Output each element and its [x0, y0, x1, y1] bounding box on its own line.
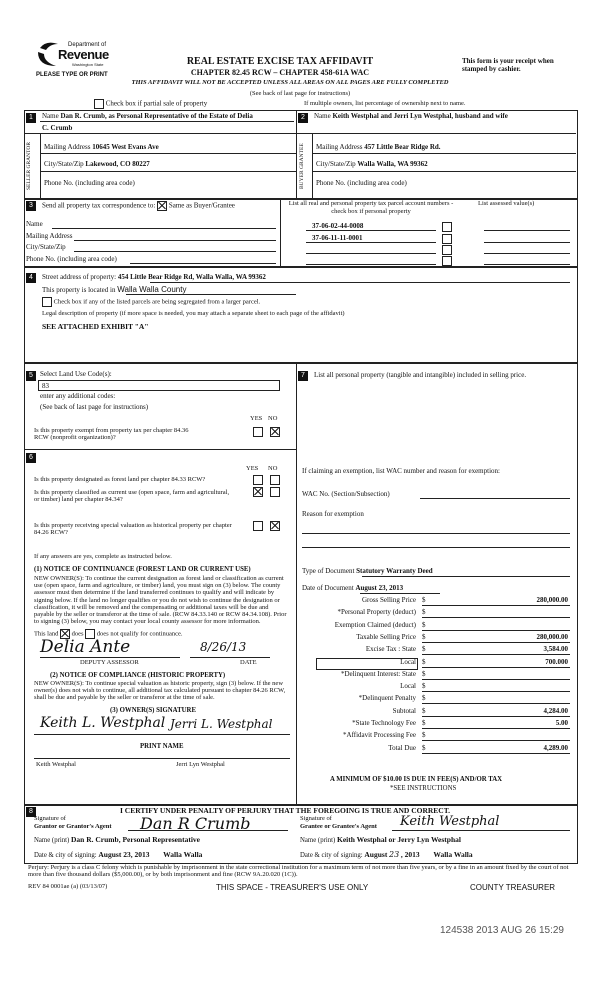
fee-currency: $: [422, 731, 426, 740]
seller-address-row: [44, 143, 159, 151]
forest-land-question: Is this property designated as forest land per chapter 84.33 RCW?: [34, 476, 206, 483]
street-address: 454 Little Bear Ridge Rd, Walla Walla, WA 99362: [117, 273, 266, 281]
fee-currency: $: [422, 743, 426, 752]
rule: [422, 667, 570, 668]
form-revision: REV 84 0001ae (a) (03/13/07): [28, 883, 108, 890]
s6-no-label: NO: [268, 465, 278, 472]
continuance-text: NEW OWNER(S): To continue the current designation as forest land or classification as current use (open space, farm and agriculture, or timber) land, you must sign on (3) below. The county assessor must then determine if the land transferred continues to qualify and will indicate by signing below. If the land no longer qualifies or you do not wish to continue the designation or classification, it will be removed and the compensating or additional taxes will be due and payable by the seller or transferor at the time of sale. (RCW 84.33.140 or RCW 84.34.108). Prior to signing (3) below, you may contact your local county assessor for more information.: [34, 575, 287, 626]
if-yes-note: If any answers are yes, complete as instructed below.: [34, 553, 172, 560]
seller-phone-label: Phone No. (including area code): [44, 179, 135, 187]
grantor-sig-label-1: Signature of: [34, 815, 66, 822]
parcel-2: 37-06-11-11-0001: [312, 234, 363, 242]
section-2-number: 2: [298, 112, 308, 123]
rule: [128, 830, 288, 831]
segregated-row: [42, 297, 260, 307]
fee-label: Exemption Claimed (deduct): [334, 620, 416, 629]
rule: [360, 593, 440, 594]
multiple-owners-note: If multiple owners, list percentage of ownership next to name.: [304, 100, 466, 107]
grantor-date-row: [34, 850, 202, 859]
section-8-number: 8: [26, 806, 36, 817]
doc-date: August 23, 2013: [355, 584, 404, 592]
fee-label: *Personal Property (deduct): [337, 608, 416, 617]
divider: [296, 110, 297, 198]
rule: [74, 240, 276, 241]
s3-city-label: City/State/Zip: [26, 243, 66, 251]
s3-name-label: Name: [26, 220, 43, 228]
rule: [422, 617, 570, 618]
fee-value[interactable]: 5.00: [555, 719, 568, 727]
divider: [40, 133, 41, 198]
grantee-sig-label: [300, 815, 377, 830]
buyer-address-row: [316, 143, 441, 151]
does-label: does: [71, 630, 84, 638]
grantee-city: Walla Walla: [433, 850, 473, 859]
rule: [422, 740, 570, 741]
buyer-city: Walla Walla, WA 99362: [357, 160, 428, 168]
please-type: PLEASE TYPE OR PRINT: [36, 72, 108, 78]
land-use-label: Select Land Use Code(s):: [40, 370, 112, 378]
s5-see-back: (See back of last page for instructions): [40, 403, 149, 411]
grantee-date-label: Date & city of signing:: [300, 852, 363, 859]
same-as-buyer-checkbox[interactable]: [157, 201, 167, 211]
grantor-name-label: Name (print): [34, 837, 70, 844]
current-use-no-checkbox[interactable]: [270, 487, 280, 497]
fee-label: Total Due: [388, 743, 416, 752]
rule: [422, 654, 570, 655]
certify-statement: I CERTIFY UNDER PENALTY OF PERJURY THAT THE FOREGOING IS TRUE AND CORRECT.: [120, 806, 451, 815]
same-as-buyer-label: Same as Buyer/Grantee: [168, 201, 235, 210]
rule: [362, 576, 570, 577]
print-name-2: Jerri Lyn Westphal: [176, 761, 225, 768]
section-4-number: 4: [26, 272, 36, 283]
rule: [306, 242, 436, 243]
buyer-city-row: [316, 160, 428, 168]
buyer-address-label: Mailing Address: [316, 143, 363, 151]
rule: [40, 121, 294, 122]
fee-currency: $: [422, 596, 426, 604]
fee-value[interactable]: 280,000.00: [536, 596, 568, 604]
land-use-value: 83: [42, 382, 49, 390]
form-warning: THIS AFFIDAVIT WILL NOT BE ACCEPTED UNLESS ALL AREAS ON ALL PAGES ARE FULLY COMPLETED: [131, 79, 449, 86]
does-not-label: does not qualify for continuance.: [96, 630, 183, 638]
minimum-due-note: A MINIMUM OF $10.00 IS DUE IN FEE(S) AND/OR TAX: [330, 776, 503, 783]
fee-label: Local: [400, 682, 416, 691]
seller-city-row: [44, 160, 150, 168]
rule: [302, 547, 570, 548]
assessor-date: 8/26/13: [200, 640, 247, 654]
grantee-name-label: Name (print): [300, 837, 336, 844]
fee-value[interactable]: 700.000: [545, 657, 568, 666]
segregated-label: Check box if any of the listed parcels are being segregated from a larger parcel.: [53, 298, 261, 306]
rule: [484, 230, 570, 231]
see-instructions-note: *SEE INSTRUCTIONS: [390, 785, 457, 792]
historic-yes-checkbox[interactable]: [253, 521, 263, 531]
s6-yes-label: YES: [246, 465, 259, 472]
receipt-stamp: 124538 2013 AUG 26 15:29: [440, 925, 564, 936]
historic-text: NEW OWNER(S): To continue special valuation as historic property, sign (3) below. If the new owner(s) does not wish to continue, all additional tax calculated pursuant to chapter 84.26 RCW, shall be due and payable by the seller or transferor at the time of sale.: [34, 680, 286, 702]
doc-type-row: [302, 567, 433, 575]
exempt-yes-checkbox[interactable]: [253, 427, 263, 437]
rule: [484, 242, 570, 243]
rule: [296, 133, 576, 134]
grantee-date-year: , 2013: [400, 850, 420, 859]
s5-no-label: NO: [268, 415, 278, 422]
seller-city: Lakewood, CO 80227: [85, 160, 150, 168]
rule: [302, 533, 570, 534]
buyer-side-label: BUYER GRANTEE: [299, 143, 305, 189]
grantor-city: Walla Walla: [163, 850, 203, 859]
fee-currency: $: [422, 645, 426, 654]
grantee-name-row: [300, 835, 461, 844]
print-name-1: Keith Westphal: [36, 761, 76, 768]
grantor-name: Dan R. Crumb, Personal Representative: [71, 835, 201, 844]
s3-phone-label: Phone No. (including area code): [26, 255, 117, 263]
fee-label: Subtotal: [392, 706, 416, 715]
section-6-number: 6: [26, 452, 36, 463]
rule: [422, 753, 570, 754]
rule: [422, 728, 570, 729]
doc-type-label: Type of Document: [302, 567, 355, 575]
buyer-name: Keith Westphal and Jerri Lyn Westphal, husband and wife: [332, 112, 508, 120]
seller-name: Dan R. Crumb, as Personal Representative of the Estate of Delia: [60, 112, 253, 120]
seller-name-label: Name: [42, 112, 59, 120]
fee-currency: $: [422, 706, 426, 715]
receipt-note: This form is your receipt when stamped by cashier.: [462, 57, 554, 73]
personal-property-checkbox[interactable]: [442, 256, 452, 266]
doc-date-row: [302, 584, 403, 592]
historic-question: Is this property receiving special valuation as historical property per chapter 84.26 RCW?: [34, 522, 232, 537]
fee-label: Excise Tax : State: [365, 645, 416, 654]
current-use-question: Is this property classified as current use (open space, farm and agricultural, or timber) land per chapter 84.34?: [34, 489, 230, 504]
deputy-assessor-label: DEPUTY ASSESSOR: [80, 659, 139, 666]
fee-value[interactable]: 4,284.00: [543, 706, 568, 715]
partial-sale-label: Check box if partial sale of property: [105, 99, 208, 108]
personal-property-checkbox[interactable]: [442, 245, 452, 255]
buyer-city-label: City/State/Zip: [316, 160, 356, 168]
see-back-note: (See back of last page for instructions): [249, 90, 351, 97]
doc-type: Statutory Warranty Deed: [356, 567, 433, 575]
dept-top: Department of: [68, 42, 107, 48]
section-3-number: 3: [26, 200, 36, 211]
fee-label: *Delinquent Penalty: [358, 694, 416, 703]
grantee-name: Keith Westphal or Jerry Lyn Westphal: [337, 835, 461, 844]
street-row: [42, 273, 266, 281]
fee-currency: $: [422, 682, 426, 691]
rule: [484, 264, 570, 265]
assessor-signature: Delia Ante: [40, 637, 131, 657]
claim-exemption-label: If claiming an exemption, list WAC number and reason for exemption:: [302, 467, 500, 475]
fee-currency: $: [422, 657, 426, 666]
send-correspondence-row: [42, 201, 235, 211]
rule: [422, 716, 570, 717]
section-5-number: 5: [26, 370, 36, 381]
fee-label: Gross Selling Price: [361, 596, 416, 604]
fee-label: Taxable Selling Price: [356, 632, 416, 641]
reason-label: Reason for exemption: [302, 510, 364, 518]
partial-sale-checkbox[interactable]: [94, 99, 104, 109]
rule: [150, 282, 570, 283]
fee-value[interactable]: 4,289.00: [543, 743, 568, 752]
buyer-phone-label: Phone No. (including area code): [316, 179, 407, 187]
legal-description-label: Legal description of property (if more space is needed, you may attach a separate sheet to each page of the affidavit): [42, 310, 345, 317]
grantor-signature: Dan R Crumb: [140, 814, 251, 833]
exempt-question: Is this property exempt from property tax per chapter 84.36 RCW (nonprofit organization)?: [34, 427, 189, 442]
historic-title: (2) NOTICE OF COMPLIANCE (HISTORIC PROPERTY): [50, 672, 226, 679]
rule: [312, 171, 576, 172]
fee-label: *State Technology Fee: [352, 719, 416, 727]
rule: [306, 230, 436, 231]
dept-name: Revenue: [58, 47, 109, 62]
s3-address-label: Mailing Address: [26, 232, 73, 240]
grantor-date: August 23, 2013: [98, 850, 150, 859]
form-title: REAL ESTATE EXCISE TAX AFFIDAVIT: [186, 56, 374, 67]
additional-codes-label: enter any additional codes:: [40, 392, 116, 400]
fee-currency: $: [422, 669, 426, 678]
doc-date-label: Date of Document: [302, 584, 354, 592]
wac-no-label: WAC No. (Section/Subsection): [302, 490, 390, 498]
personal-property-checkbox[interactable]: [442, 234, 452, 244]
seller-side-label: SELLER GRANTOR: [26, 141, 32, 191]
grantor-date-label: Date & city of signing:: [34, 852, 97, 859]
print-name-label: PRINT NAME: [140, 743, 184, 750]
current-use-yes-checkbox[interactable]: [253, 487, 263, 497]
revenue-logo: [32, 38, 122, 70]
divider: [312, 133, 313, 198]
personal-property-label: List all personal property (tangible and intangible) included in selling price.: [314, 371, 527, 379]
parcels-header: List all real and personal property tax parcel account numbers - check box if personal property: [288, 200, 454, 215]
section-7-number: 7: [298, 370, 308, 381]
seller-city-label: City/State/Zip: [44, 160, 84, 168]
fee-label: *Affidavit Processing Fee: [343, 731, 416, 740]
parcel-1: 37-06-02-44-0008: [312, 222, 364, 230]
grantee-date-month: August: [364, 850, 388, 859]
fee-value[interactable]: 3,584.00: [543, 645, 568, 654]
fee-label: Local: [400, 657, 416, 666]
buyer-name-row: [314, 112, 508, 120]
grantor-name-row: [34, 835, 200, 844]
partial-sale-row: [94, 99, 207, 109]
rule: [126, 294, 296, 295]
grantor-sig-label: [34, 815, 112, 830]
forest-no-checkbox[interactable]: [270, 475, 280, 485]
fee-currency: $: [422, 608, 426, 617]
segregated-checkbox[interactable]: [42, 297, 52, 307]
county-treasurer-label: COUNTY TREASURER: [470, 883, 556, 892]
rule: [306, 264, 436, 265]
grantee-date-day: 23: [389, 850, 400, 859]
rule: [422, 642, 570, 643]
grantor-sig-label-2: Grantor or Grantor's Agent: [34, 822, 112, 830]
rule: [40, 153, 296, 154]
fee-currency: $: [422, 620, 426, 629]
fee-currency: $: [422, 632, 426, 641]
fee-currency: $: [422, 694, 426, 703]
exempt-no-checkbox[interactable]: [270, 427, 280, 437]
street-label: Street address of property:: [42, 273, 117, 281]
fee-table: [246, 596, 576, 796]
rule: [40, 657, 180, 658]
s5-yes-label: YES: [250, 415, 263, 422]
owner-signature-label: (3) OWNER(S) SIGNATURE: [110, 707, 196, 714]
dept-state: Washington State: [72, 62, 104, 67]
personal-property-checkbox[interactable]: [442, 222, 452, 232]
rule: [392, 830, 570, 831]
this-land-label: This land: [34, 630, 59, 638]
owner-signature-1: Keith L. Westphal: [40, 715, 166, 731]
seller-address-label: Mailing Address: [44, 143, 91, 151]
rule: [422, 679, 570, 680]
rule: [24, 449, 296, 450]
county-name: Walla Walla County: [117, 285, 187, 294]
rule: [74, 251, 276, 252]
rule: [130, 263, 276, 264]
land-use-field[interactable]: [38, 380, 280, 391]
exhibit-note: SEE ATTACHED EXHIBIT "A": [42, 322, 149, 331]
assessed-header: List assessed value(s): [478, 200, 535, 207]
rule: [52, 228, 276, 229]
send-label: Send all property tax correspondence to:: [42, 201, 156, 210]
form-chapters: CHAPTER 82.45 RCW – CHAPTER 458-61A WAC: [190, 68, 370, 77]
date-label: DATE: [240, 659, 257, 666]
rule: [420, 498, 570, 499]
rule: [24, 133, 296, 134]
grantee-signature: Keith Westphal: [400, 814, 500, 829]
section-1-number: 1: [26, 112, 36, 123]
located-row: [42, 285, 186, 294]
treasurer-space-label: THIS SPACE - TREASURER'S USE ONLY: [216, 883, 369, 892]
rule: [312, 153, 576, 154]
buyer-address: 457 Little Bear Ridge Rd.: [364, 143, 441, 151]
divider: [280, 198, 281, 266]
seller-name-line2: C. Crumb: [42, 124, 73, 132]
historic-no-checkbox[interactable]: [270, 521, 280, 531]
fee-value[interactable]: 280,000.00: [536, 632, 568, 641]
forest-yes-checkbox[interactable]: [253, 475, 263, 485]
rule: [422, 630, 570, 631]
seller-name-row: [42, 112, 253, 120]
rule: [484, 253, 570, 254]
grantee-sig-label-2: Grantee or Grantee's Agent: [300, 822, 377, 830]
located-label: This property is located in: [42, 286, 116, 294]
rule: [306, 253, 436, 254]
seller-address: 10645 West Evans Ave: [92, 143, 159, 151]
buyer-name-label: Name: [314, 112, 331, 120]
owner-signature-2: Jerri L. Westphal: [170, 717, 273, 731]
rule: [40, 171, 296, 172]
continuance-title: (1) NOTICE OF CONTINUANCE (FOREST LAND OR CURRENT USE): [34, 566, 251, 573]
rule: [422, 703, 570, 704]
grantee-date-row: [300, 850, 473, 859]
perjury-note: Perjury: Perjury is a class C felony which is punishable by imprisonment in the state correctional institution for a maximum term of not more than five years, or by a fine in an amount fixed by the court of not more than five thousand dollars ($5,000.00), or by both imprisonment and fine (RCW 9A.20.020 (1C)).: [28, 864, 569, 879]
fee-currency: $: [422, 719, 426, 727]
grantee-sig-label-1: Signature of: [300, 815, 332, 822]
rule: [422, 605, 570, 606]
rule: [422, 691, 570, 692]
fee-label: *Delinquent Interest: State: [340, 669, 416, 678]
